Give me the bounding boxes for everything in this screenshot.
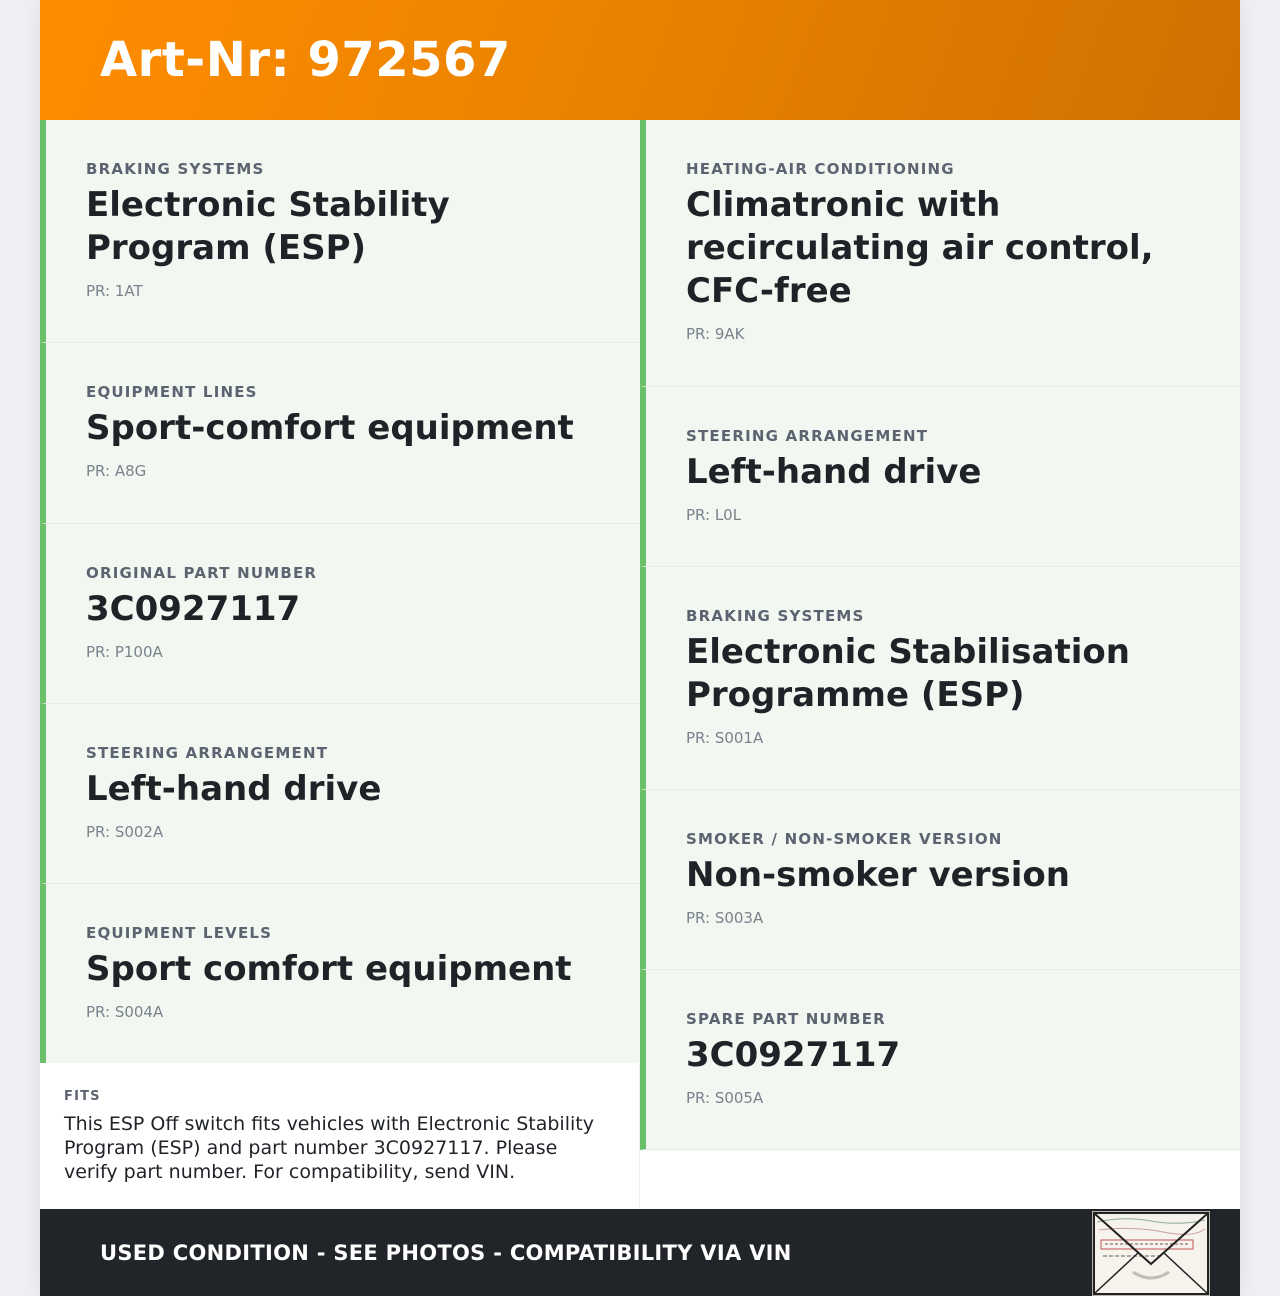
spec-title: 3C0927117 — [686, 1035, 901, 1075]
spec-pr-code: PR: 9AK — [686, 325, 745, 343]
spec-title: Electronic Stability Program (ESP) — [86, 185, 450, 268]
spec-card — [640, 790, 1240, 970]
spec-title: Left-hand drive — [686, 452, 982, 492]
spec-title: 3C0927117 — [86, 589, 301, 629]
spec-card — [40, 884, 640, 1064]
spec-pr-code: PR: S004A — [86, 1003, 164, 1021]
condition-note: USED CONDITION - SEE PHOTOS - COMPATIBILITY VIA VIN — [100, 1240, 792, 1265]
spec-category: BRAKING SYSTEMS — [86, 160, 265, 178]
spec-pr-code: PR: S003A — [686, 909, 764, 927]
spec-pr-code: PR: A8G — [86, 462, 147, 480]
spec-category: BRAKING SYSTEMS — [686, 607, 865, 625]
spec-pr-code: PR: S002A — [86, 823, 164, 841]
spec-pr-code: PR: S005A — [686, 1089, 764, 1107]
spec-category: EQUIPMENT LINES — [86, 383, 258, 401]
spec-card — [40, 120, 640, 343]
spec-card — [640, 387, 1240, 567]
spec-card — [40, 524, 640, 704]
spec-category: STEERING ARRANGEMENT — [86, 744, 329, 762]
spec-pr-code: PR: 1AT — [86, 282, 143, 300]
spec-pr-code: PR: L0L — [686, 506, 742, 524]
spec-title: Non-smoker version — [686, 855, 1070, 895]
envelope-icon — [1093, 1212, 1209, 1295]
spec-category: HEATING-AIR CONDITIONING — [686, 160, 955, 178]
spec-card — [640, 120, 1240, 387]
spec-title: Left-hand drive — [86, 769, 382, 809]
part-label-photo[interactable] — [1092, 1211, 1210, 1296]
spec-category: SPARE PART NUMBER — [686, 1010, 886, 1028]
spec-card — [40, 704, 640, 884]
spec-title: Sport comfort equipment — [86, 949, 572, 989]
spec-pr-code: PR: S001A — [686, 729, 764, 747]
spec-title: Sport-comfort equipment — [86, 408, 574, 448]
footer-bar — [40, 1209, 1240, 1296]
spec-card — [40, 343, 640, 524]
spec-card — [640, 970, 1240, 1150]
fits-label: FITS — [64, 1089, 101, 1104]
product-sheet — [40, 0, 1240, 1296]
spec-category: SMOKER / NON-SMOKER VERSION — [686, 830, 1003, 848]
article-number-title: Art-Nr: 972567 — [100, 32, 511, 88]
spec-pr-code: PR: P100A — [86, 643, 163, 661]
spec-category: ORIGINAL PART NUMBER — [86, 564, 318, 582]
spec-title: Electronic Stabilisation Programme (ESP) — [686, 632, 1130, 715]
spec-card — [640, 567, 1240, 790]
fits-section — [40, 1063, 640, 1209]
left-column — [40, 120, 640, 1064]
right-column — [640, 120, 1240, 1150]
fits-description: This ESP Off switch fits vehicles with Electronic Stability Program (ESP) and part number 3C0927117. Please verify part number. For compatibility, send VIN. — [64, 1113, 594, 1183]
spec-category: EQUIPMENT LEVELS — [86, 924, 273, 942]
spec-category: STEERING ARRANGEMENT — [686, 427, 929, 445]
spec-title: Climatronic with recirculating air control, CFC-free — [686, 185, 1154, 311]
header-banner — [40, 0, 1240, 120]
